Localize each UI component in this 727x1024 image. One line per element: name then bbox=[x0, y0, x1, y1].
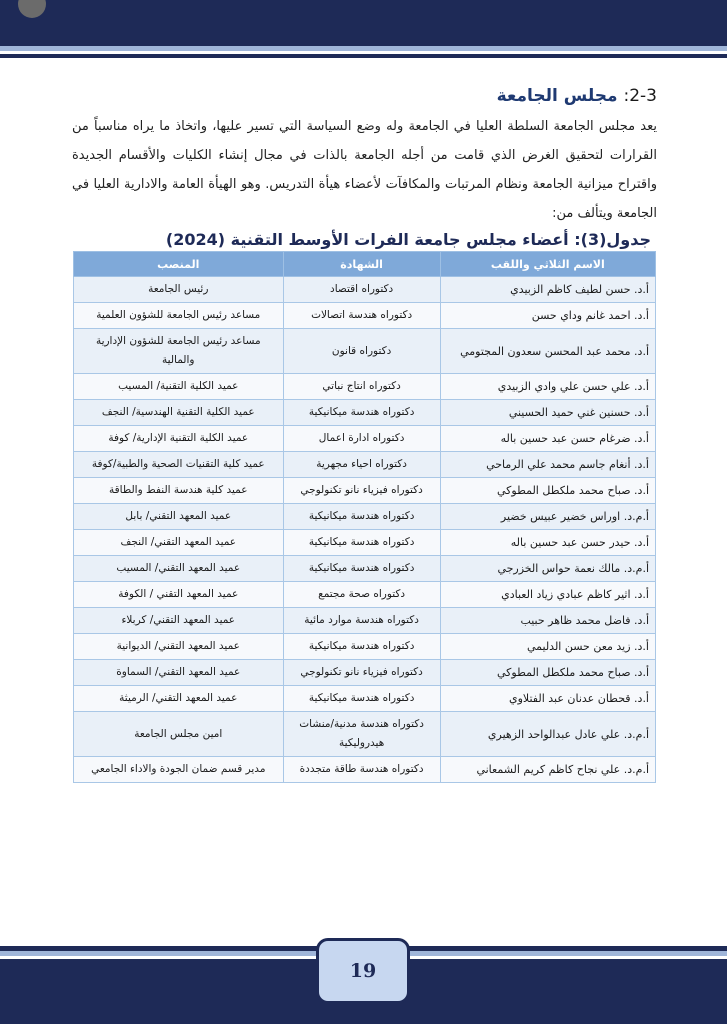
table-row bbox=[74, 329, 656, 374]
member-name: أ.م.د. مالك نعمة حواس الخزرجي bbox=[440, 556, 655, 582]
member-position: عميد المعهد التقني/ السماوة bbox=[74, 660, 284, 686]
member-name: أ.د. صباح محمد ملكطل المطوكي bbox=[440, 478, 655, 504]
table-row bbox=[74, 582, 656, 608]
table-caption: جدول(3): أعضاء مجلس جامعة الفرات الأوسط التقنية (2024) bbox=[165, 230, 651, 249]
member-name: أ.د. محمد عبد المحسن سعدون المجتومي bbox=[440, 329, 655, 374]
member-name: أ.د. أنغام جاسم محمد علي الرماحي bbox=[440, 452, 655, 478]
member-position: عميد المعهد التقني/ بابل bbox=[74, 504, 284, 530]
member-position: مساعد رئيس الجامعة للشؤون العلمية bbox=[74, 303, 284, 329]
member-position: رئيس الجامعة bbox=[74, 277, 284, 303]
table-row bbox=[74, 660, 656, 686]
member-degree: دكتوراه هندسة ميكانيكية bbox=[283, 530, 440, 556]
member-position: مدير قسم ضمان الجودة والاداء الجامعي bbox=[74, 757, 284, 783]
member-position: عميد الكلية التقنية الإدارية/ كوفة bbox=[74, 426, 284, 452]
top-header-band bbox=[0, 0, 727, 58]
table-row bbox=[74, 478, 656, 504]
section-title: مجلس الجامعة bbox=[496, 86, 618, 106]
member-name: أ.د. علي حسن علي وادي الزبيدي bbox=[440, 374, 655, 400]
member-degree: دكتوراه احياء مجهرية bbox=[283, 452, 440, 478]
member-degree: دكتوراه هندسة ميكانيكية bbox=[283, 556, 440, 582]
member-degree: دكتوراه هندسة ميكانيكية bbox=[283, 400, 440, 426]
section-paragraph: يعد مجلس الجامعة السلطة العليا في الجامعة وله وضع السياسة التي تسير عليها، واتخاذ ما يراه مناسباً من القرارات لتحقيق الغرض الذي قامت من أجله الجامعة بالذات في مجال إنشاء الكليات والأقسام الجديدة واقتراح ميزانية الجامعة ونظام المرتبات والمكافآت لأعضاء هيأة التدريس. وهو الهيأة العامة والادارية العليا في الجامعة ويتألف من: bbox=[72, 119, 657, 221]
member-degree: دكتوراه انتاج نباتي bbox=[283, 374, 440, 400]
header-name: الاسم الثلاثي واللقب bbox=[440, 252, 655, 277]
member-degree: دكتوراه هندسة اتصالات bbox=[283, 303, 440, 329]
member-name: أ.د. فاضل محمد ظاهر حبيب bbox=[440, 608, 655, 634]
table-row bbox=[74, 757, 656, 783]
table-row bbox=[74, 452, 656, 478]
table-row bbox=[74, 712, 656, 757]
member-position: عميد المعهد التقني/ الديوانية bbox=[74, 634, 284, 660]
member-degree: دكتوراه هندسة مدنية/منشات هيدروليكية bbox=[283, 712, 440, 757]
page-content bbox=[72, 86, 657, 783]
page-number: 19 bbox=[349, 960, 377, 982]
member-degree: دكتوراه اقتصاد bbox=[283, 277, 440, 303]
member-position: امين مجلس الجامعة bbox=[74, 712, 284, 757]
member-degree: دكتوراه هندسة طاقة متجددة bbox=[283, 757, 440, 783]
member-position: عميد المعهد التقني/ كربلاء bbox=[74, 608, 284, 634]
section-number: 2-3: bbox=[623, 86, 657, 106]
table-row bbox=[74, 530, 656, 556]
member-name: أ.د. زيد معن حسن الدليمي bbox=[440, 634, 655, 660]
member-degree: دكتوراه هندسة موارد مائية bbox=[283, 608, 440, 634]
council-members-table bbox=[73, 251, 656, 783]
member-degree: دكتوراه فيزياء نانو تكنولوجي bbox=[283, 478, 440, 504]
table-row bbox=[74, 426, 656, 452]
header-degree: الشهادة bbox=[283, 252, 440, 277]
member-position: عميد الكلية التقنية/ المسيب bbox=[74, 374, 284, 400]
member-degree: دكتوراه فيزياء نانو تكنولوجي bbox=[283, 660, 440, 686]
section-heading bbox=[72, 86, 657, 106]
table-row bbox=[74, 634, 656, 660]
member-name: أ.د. اثير كاظم عبادي زياد العبادي bbox=[440, 582, 655, 608]
member-position: عميد المعهد التقني/ الرميثة bbox=[74, 686, 284, 712]
member-name: أ.د. قحطان عدنان عبد الفتلاوي bbox=[440, 686, 655, 712]
header-position: المنصب bbox=[74, 252, 284, 277]
member-degree: دكتوراه ادارة اعمال bbox=[283, 426, 440, 452]
header-stripe-dark bbox=[0, 54, 727, 58]
table-row bbox=[74, 686, 656, 712]
table-header-row bbox=[74, 252, 656, 277]
member-name: أ.د. احمد غانم وداي حسن bbox=[440, 303, 655, 329]
member-name: أ.د. صباح محمد ملكطل المطوكي bbox=[440, 660, 655, 686]
member-degree: دكتوراه قانون bbox=[283, 329, 440, 374]
member-name: أ.د. ضرغام حسن عبد حسين باله bbox=[440, 426, 655, 452]
table-row bbox=[74, 400, 656, 426]
table-row bbox=[74, 303, 656, 329]
member-name: أ.م.د. علي عادل عبدالواحد الزهيري bbox=[440, 712, 655, 757]
member-position: عميد كلية التقنيات الصحية والطبية/كوفة bbox=[74, 452, 284, 478]
member-name: أ.د. حيدر حسن عبد حسين باله bbox=[440, 530, 655, 556]
member-position: عميد كلية هندسة النفط والطاقة bbox=[74, 478, 284, 504]
member-position: عميد المعهد التقني / الكوفة bbox=[74, 582, 284, 608]
member-position: عميد المعهد التقني/ المسيب bbox=[74, 556, 284, 582]
member-name: أ.م.د. علي نجاح كاظم كريم الشمعاني bbox=[440, 757, 655, 783]
table-row bbox=[74, 556, 656, 582]
table-row bbox=[74, 277, 656, 303]
member-name: أ.م.د. اوراس خضير عبيس خضير bbox=[440, 504, 655, 530]
table-row bbox=[74, 374, 656, 400]
member-degree: دكتوراه هندسة ميكانيكية bbox=[283, 634, 440, 660]
member-position: مساعد رئيس الجامعة للشؤون الإدارية والمالية bbox=[74, 329, 284, 374]
member-name: أ.د. حسنين غني حميد الحسيني bbox=[440, 400, 655, 426]
member-degree: دكتوراه هندسة ميكانيكية bbox=[283, 686, 440, 712]
table-row bbox=[74, 504, 656, 530]
page-number-box bbox=[316, 938, 410, 1004]
member-degree: دكتوراه هندسة ميكانيكية bbox=[283, 504, 440, 530]
member-position: عميد المعهد التقني/ النجف bbox=[74, 530, 284, 556]
table-row bbox=[74, 608, 656, 634]
member-position: عميد الكلية التقنية الهندسية/ النجف bbox=[74, 400, 284, 426]
member-name: أ.د. حسن لطيف كاظم الزبيدي bbox=[440, 277, 655, 303]
member-degree: دكتوراه صحة مجتمع bbox=[283, 582, 440, 608]
